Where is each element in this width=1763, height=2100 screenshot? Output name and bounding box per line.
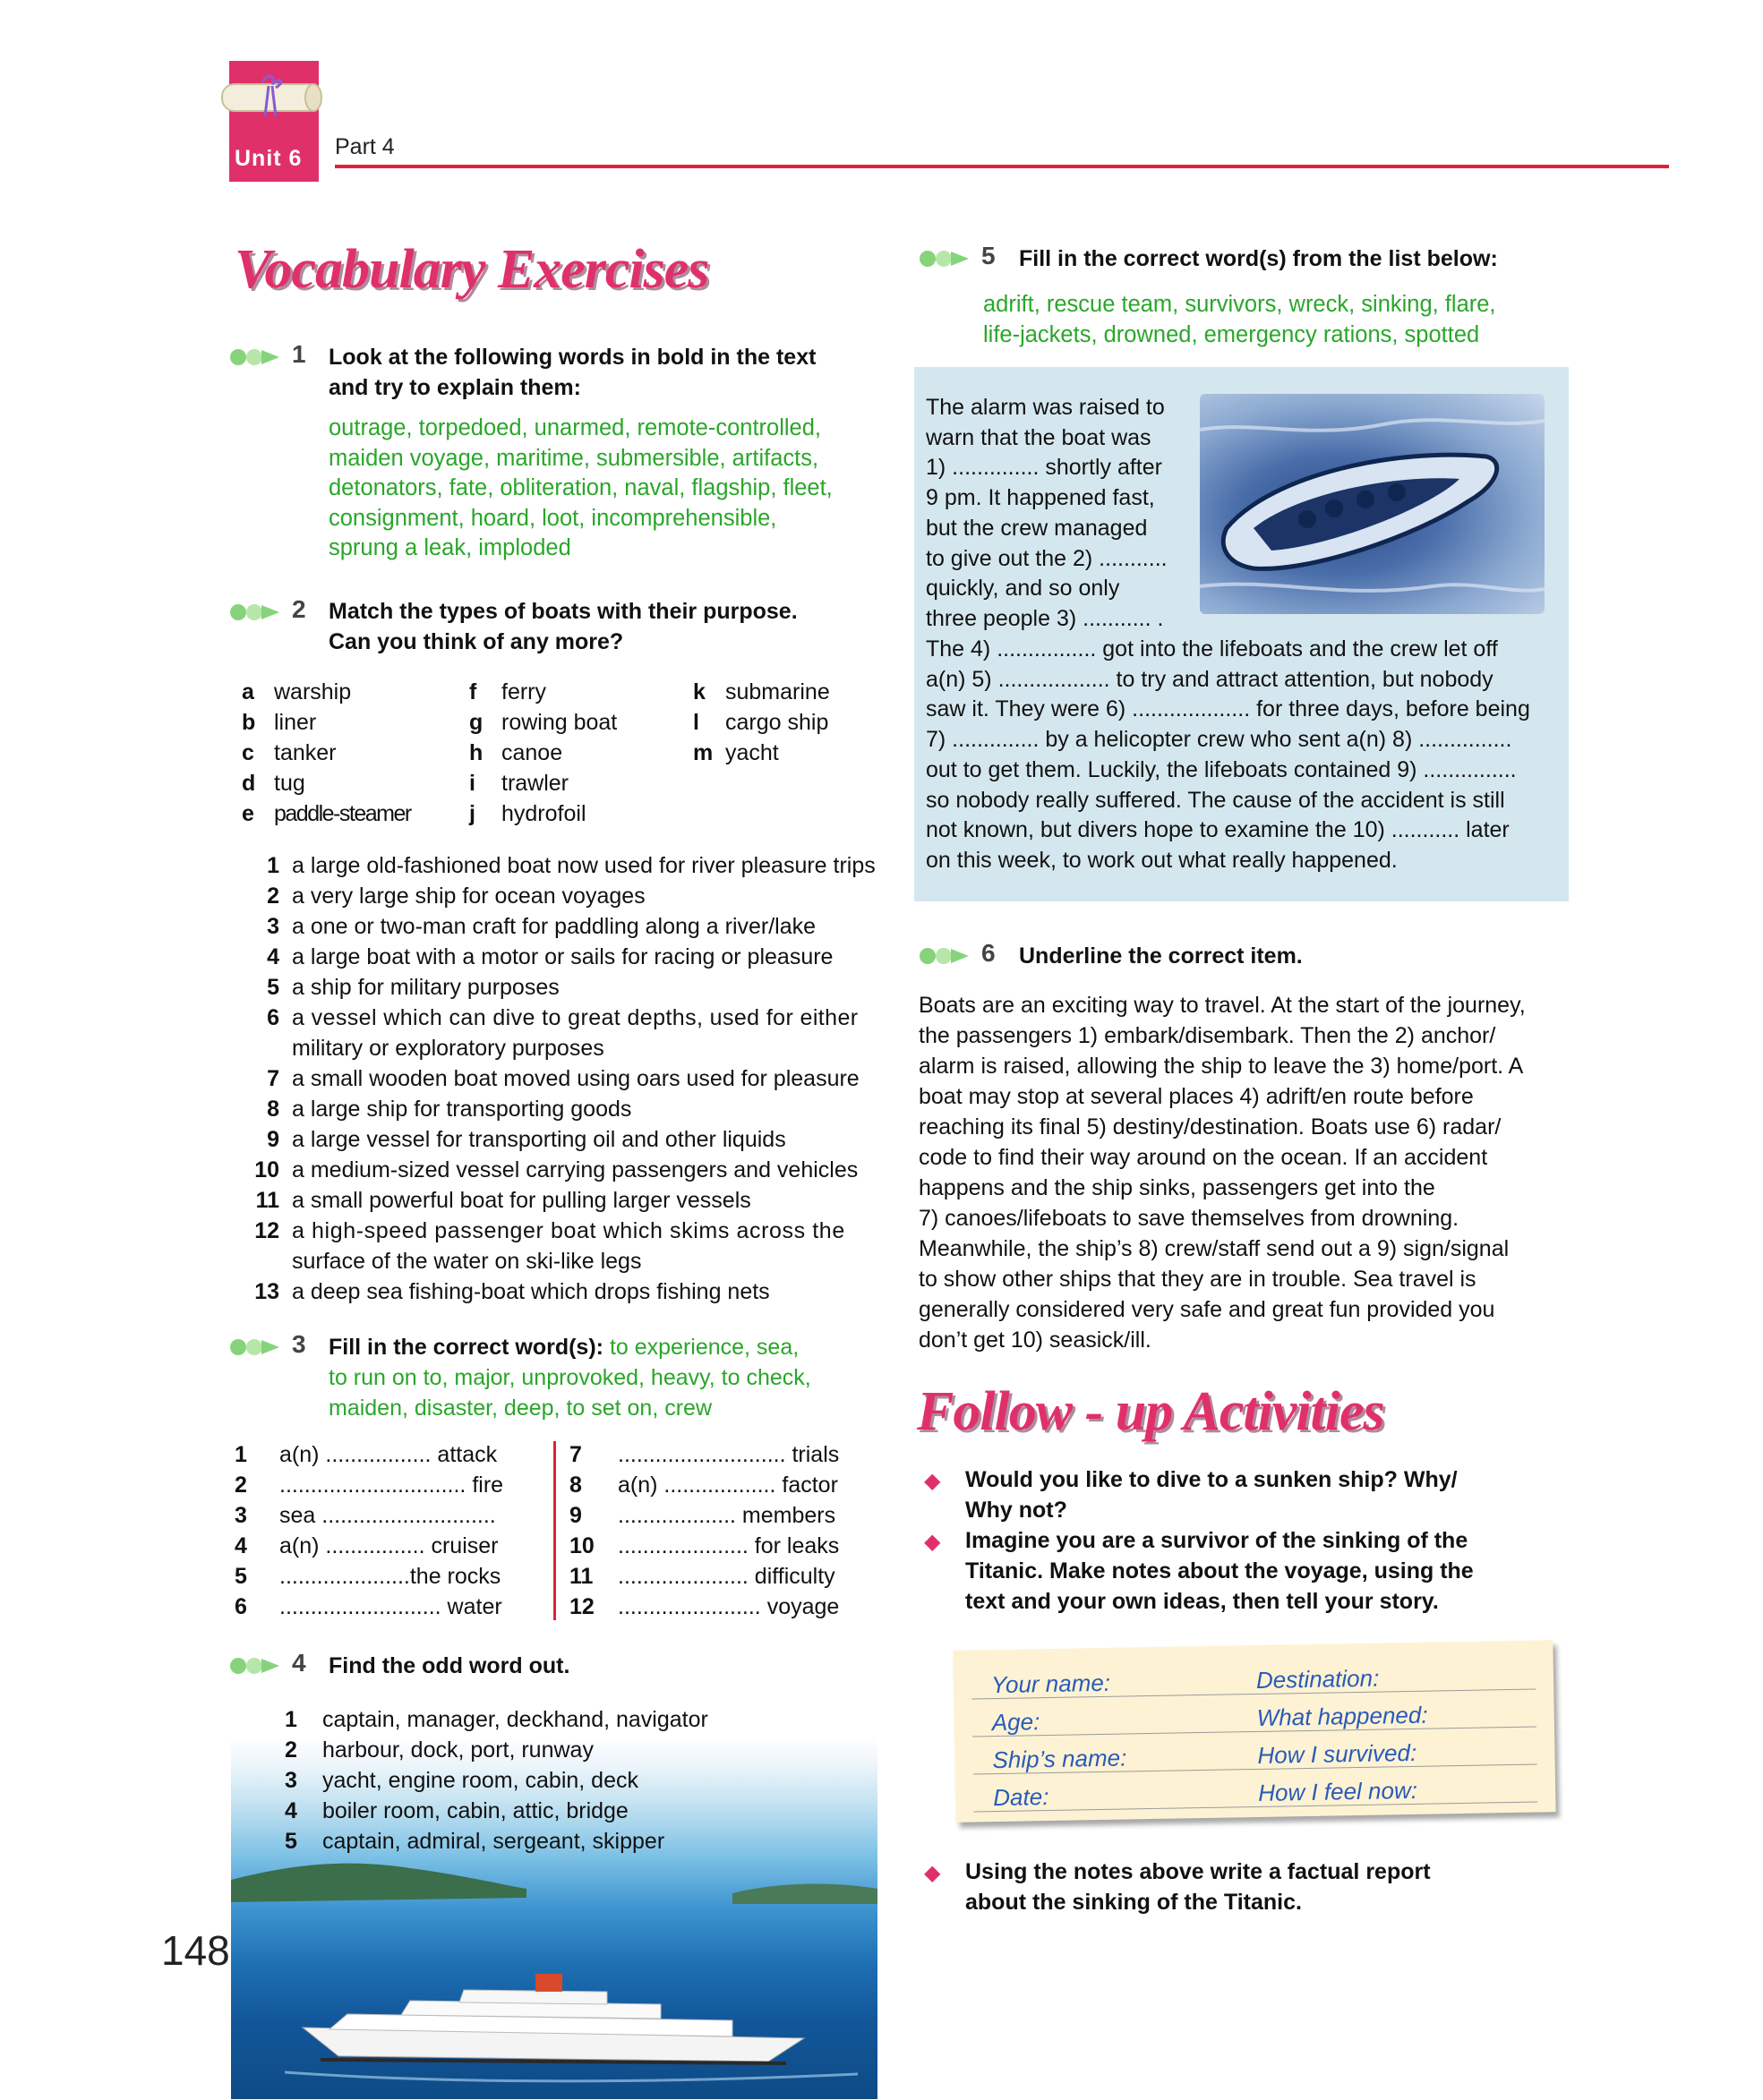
boat-type-item: d tug [242,771,305,796]
list-item: 3 a one or two-man craft for paddling along a river/lake [267,914,817,939]
exercise-arrow-icon [919,946,971,966]
followup-question-2: Imagine you are a survivor of the sinking of the Titanic. Make notes about the voyage, using the text and your own ideas, then tell your story. [965,1528,1474,1614]
header-rule [335,165,1669,168]
exercise-arrow-icon [229,1337,281,1357]
exercise-6-heading: Underline the correct item. [1019,943,1303,969]
list-item: 2 a very large ship for ocean voyages [267,884,646,909]
exercise-1-number: 1 [292,340,306,368]
column-divider [553,1441,556,1620]
exercise-2-number: 2 [292,595,306,623]
boat-purpose-list [229,850,883,1307]
note-label: Ship’s name: [992,1744,1127,1774]
list-item: 8 a large ship for transporting goods [267,1097,632,1122]
exercise-4-heading: Find the odd word out. [329,1653,570,1678]
note-label: What happened: [1256,1701,1428,1731]
note-label: Date: [992,1783,1049,1812]
note-label: Destination: [1255,1664,1380,1694]
list-item: 6 a vessel which can dive to great depths, used for either [267,1005,859,1030]
boat-type-item: l cargo ship [693,710,829,735]
odd-word-list [285,1704,858,1857]
diamond-bullet-icon: ◆ [924,1469,941,1493]
list-item: 5 a ship for military purposes [267,975,560,1000]
boat-type-item: c tanker [242,740,337,765]
exercise-6-number: 6 [981,939,996,967]
list-item: military or exploratory purposes [292,1036,604,1061]
exercise-5-heading: Fill in the correct word(s) from the list below: [1019,246,1498,271]
exercise-arrow-icon [919,249,971,269]
boat-type-item: h canoe [469,740,563,765]
boat-type-item: f ferry [469,679,546,704]
exercise-arrow-icon [229,1656,281,1676]
list-item: 11 a small powerful boat for pulling larger vessels [255,1188,751,1213]
list-item: 5 captain, admiral, sergeant, skipper [285,1829,665,1854]
boat-type-item: a warship [242,679,352,704]
list-item: 4 a large boat with a motor or sails for racing or pleasure [267,944,834,969]
part-label: Part 4 [335,134,395,159]
exercise-1-heading: Look at the following words in bold in the text and try to explain them: [329,345,817,400]
list-item: 7 a small wooden boat moved using oars used for pleasure [267,1066,860,1091]
exercise-2-heading: Match the types of boats with their purpose. Can you think of any more? [329,599,798,654]
boat-type-item: k submarine [693,679,830,704]
unit-label: Unit 6 [235,146,303,171]
exercise-5-paragraph-top: The alarm was raised to warn that the boat was 1) .............. shortly after 9 pm. It happened fast, but the crew managed to give out the 2) ........... quickly, and so only three people 3) ........... . [926,395,1168,631]
exercise-5-wordlist: adrift, rescue team, survivors, wreck, sinking, flare, life-jackets, drowned, emergency rations, spotted [983,292,1496,347]
exercise-6-paragraph: Boats are an exciting way to travel. At the start of the journey, the passengers 1) embark/disembark. Then the 2) anchor/ alarm is raised, allowing the ship to leave the 3) home/port. A boat may stop at several places 4) adrift/en route before reaching its final 5) destiny/destination. Boats use 6) radar/ code to find their way around on the ocean. If an accident happens and the ship sinks, passengers get into the 7) canoes/lifeboats to save themselves from drowning. Meanwhile, the ship’s 8) crew/staff send out a 9) sign/signal to show other ships that they are in trouble. Sea travel is generally considered very safe and great fun provided you don’t get 10) seasick/ill. [919,993,1526,1353]
scroll-icon [213,72,329,124]
diamond-bullet-icon: ◆ [924,1530,941,1554]
exercise-arrow-icon [229,602,281,622]
page-number: 148 [161,1927,230,1974]
exercise-arrow-icon [229,347,281,367]
list-item: 12 a high-speed passenger boat which skims across the [254,1218,845,1243]
exercise-3-heading: Fill in the correct word(s): to experience, sea, to run on to, major, unprovoked, heavy, to check, maiden, disaster, deep, to set on, crew [329,1335,811,1421]
lifeboat-photo [1200,394,1545,614]
boat-type-item: b liner [242,710,317,735]
vocabulary-title: Vocabulary Exercises [235,239,709,300]
list-item: 10 a medium-sized vessel carrying passengers and vehicles [254,1157,859,1182]
list-item: surface of the water on ski-like legs [292,1249,642,1274]
exercise-1-wordlist: outrage, torpedoed, unarmed, remote-controlled, maiden voyage, maritime, submersible, artifacts, detonators, fate, obliteration, naval, flagship, fleet, consignment, hoard, loot, incomprehensible, sprung a leak, imploded [329,415,833,561]
boat-type-item: i trawler [469,771,569,796]
list-item: 4 boiler room, cabin, attic, bridge [285,1798,629,1823]
note-label: Your name: [990,1669,1111,1699]
followup-question-3: Using the notes above write a factual report about the sinking of the Titanic. [965,1859,1431,1915]
notes-card [953,1640,1555,1823]
list-item: 3 yacht, engine room, cabin, deck [285,1768,638,1793]
list-item: 9 a large vessel for transporting oil and other liquids [267,1127,786,1152]
list-item: 1 captain, manager, deckhand, navigator [285,1707,708,1732]
boat-type-item: m yacht [693,740,779,765]
followup-title: Follow - up Activities [917,1381,1384,1442]
note-label: How I feel now: [1257,1776,1418,1806]
note-label: Age: [991,1708,1040,1737]
exercise-4-number: 4 [292,1649,306,1677]
exercise-3-number: 3 [292,1330,306,1358]
exercise-5-number: 5 [981,242,996,269]
followup-question-1: Would you like to dive to a sunken ship? Why/ Why not? [965,1467,1458,1523]
lifeboat-illustration [1200,394,1545,614]
list-item: 13 a deep sea fishing-boat which drops fishing nets [254,1279,770,1304]
list-item: 1 a large old-fashioned boat now used for river pleasure trips [267,853,876,878]
boat-type-item: g rowing boat [469,710,618,735]
note-label: How I survived: [1257,1738,1417,1769]
boat-type-item: j hydrofoil [469,801,586,826]
exercise-5-paragraph-bottom: The 4) ................ got into the lifeboats and the crew let off a(n) 5) .................. to try and attract attention, but nobody saw it. They were 6) ................... for three days, before being 7) .............. by a helicopter crew who sent a(n) 8) ............... out to get them. Luckily, the lifeboats contained 9) ............... so nobody really suffered. The cause of the accident is still not known, but divers hope to examine the 10) ........... later on this week, to work out what really happened. [926,636,1530,873]
diamond-bullet-icon: ◆ [924,1861,941,1885]
list-item: 2 harbour, dock, port, runway [285,1737,594,1763]
boat-type-item: e paddle-steamer [242,801,411,826]
